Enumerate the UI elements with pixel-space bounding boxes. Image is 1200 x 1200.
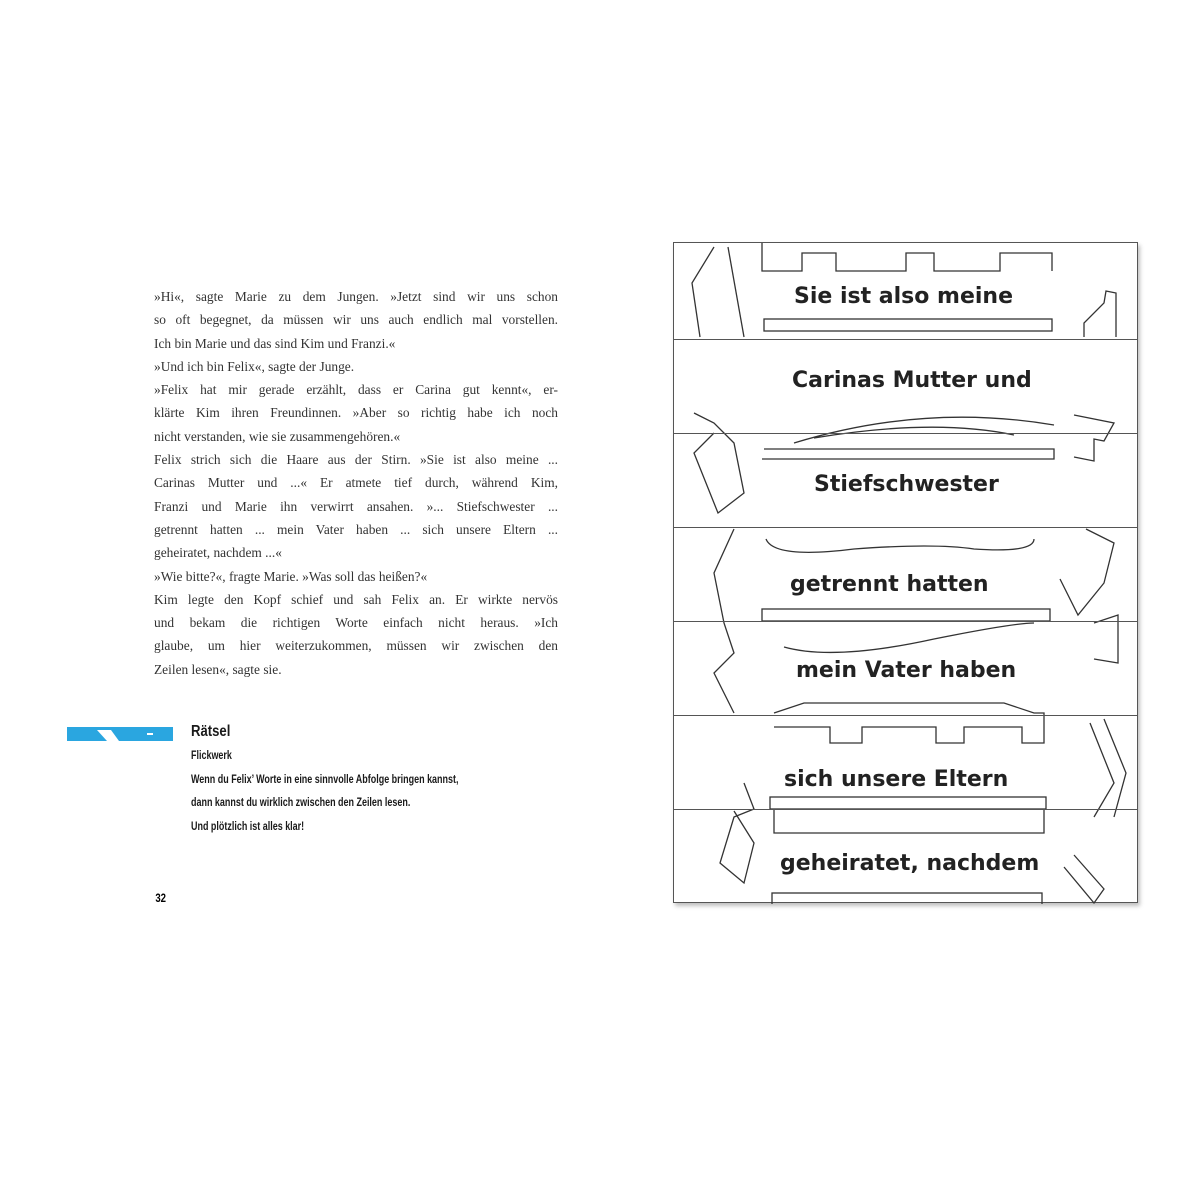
puzzle-strip-text: getrennt hatten [790,572,989,597]
puzzle-strips [673,242,1138,903]
story-line: Zeilen lesen«, sagte sie. [154,661,282,677]
story-line: Carinas Mutter und ...« Er atmete tief durch, während Kim, [154,475,558,491]
story-line: »Wie bitte?«, fragte Marie. »Was soll das heißen?« [154,568,428,584]
puzzle-strip[interactable] [674,433,1137,527]
story-line: »Und ich bin Felix«, sagte der Junge. [154,358,355,374]
puzzle-strip-text: sich unsere Eltern [784,767,1009,792]
puzzle-strip[interactable] [674,527,1137,621]
story-line: geheiratet, nachdem ...« [154,545,282,561]
story-line: Felix strich sich die Haare aus der Stirn. »Sie ist also meine ... [154,452,558,468]
story-line: »Hi«, sagte Marie zu dem Jungen. »Jetzt sind wir uns schon [154,289,558,304]
puzzle-strip[interactable] [674,809,1137,903]
story-text [154,285,558,681]
riddle-box [191,723,534,839]
puzzle-strip[interactable] [674,715,1137,809]
story-line: nicht verstanden, wie sie zusammengehören.« [154,428,401,444]
riddle-banner-icon [67,727,173,741]
story-line: glaube, um hier weiterzukommen, müssen wir zwischen den [154,638,558,654]
story-line: und bekam die richtigen Worte einfach nicht heraus. »Ich [154,615,558,631]
puzzle-strip[interactable] [674,243,1137,337]
story-line: Franzi und Marie ihn verwirrt ansahen. »... Stiefschwester ... [154,498,558,514]
story-line: getrennt hatten ... mein Vater haben ... sich unsere Eltern ... [154,521,558,537]
story-line: klärte Kim ihren Freundinnen. »Aber so richtig habe ich noch [154,405,558,421]
riddle-line: Wenn du Felix’ Worte in eine sinnvolle Abfolge bringen kannst, [191,773,459,786]
puzzle-strip-text: Carinas Mutter und [792,368,1032,393]
riddle-line: dann kannst du wirklich zwischen den Zeilen lesen. [191,797,411,809]
page-number: 32 [155,891,167,905]
story-line: so oft begegnet, da müssen wir uns auch endlich mal vorstellen. [154,312,558,328]
puzzle-strip-text: Stiefschwester [814,472,999,497]
puzzle-strip[interactable] [674,339,1137,433]
puzzle-strip-text: Sie ist also meine [794,284,1014,309]
puzzle-strip-text: mein Vater haben [796,658,1017,683]
puzzle-strip-text: geheiratet, nachdem [780,851,1040,876]
riddle-subtitle: Flickwerk [191,750,232,762]
riddle-title: Rätsel [191,723,231,740]
story-line: »Felix hat mir gerade erzählt, dass er Carina gut kennt«, er- [154,382,558,398]
puzzle-strip[interactable] [674,621,1137,715]
story-line: Kim legte den Kopf schief und sah Felix an. Er wirkte nervös [154,591,558,607]
riddle-line: Und plötzlich ist alles klar! [191,820,305,833]
story-line: Ich bin Marie und das sind Kim und Franzi.« [154,335,396,351]
